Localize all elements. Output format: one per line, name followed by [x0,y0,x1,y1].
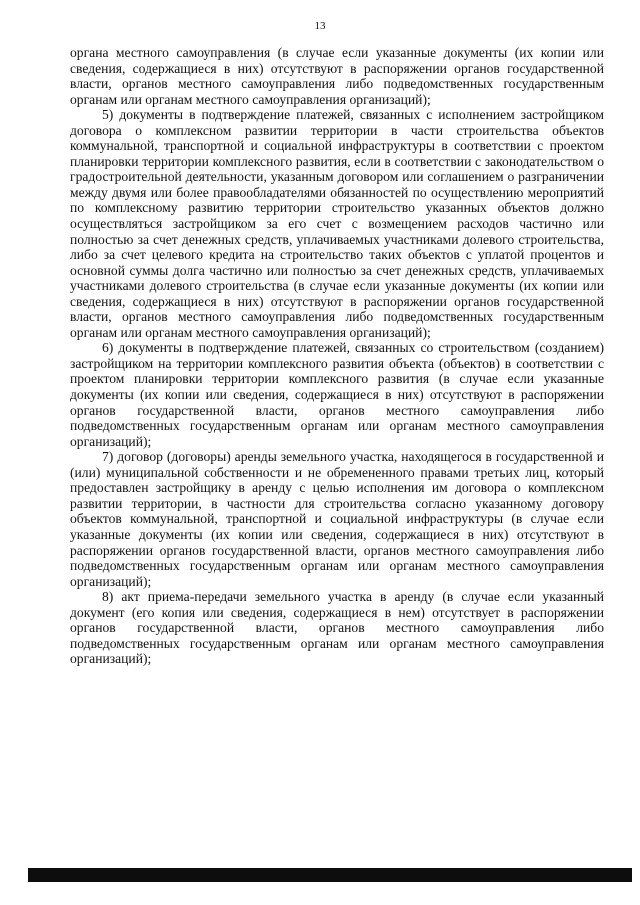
paragraph-item-8: 8) акт приема-передачи земельного участка в аренду (в случае если указанный документ (его копия или сведения, содержащиеся в нем) отсутствует в распоряжении органов государственной власти, органов местного самоуправления либо подведомственных государственным органам или органам местного самоуправления организаций); [70,589,604,667]
paragraph-item-7: 7) договор (договоры) аренды земельного участка, находящегося в государственной и (или) муниципальной собственности и не обремененного правами третьих лиц, который предоставлен застройщику в аренду с целью исполнения им договора о комплексном развитии территории, в частности для строительства согласно указанному договору объектов коммунальной, транспортной и социальной инфраструктуры (в случае если указанные документы (их копии или сведения, содержащиеся в них) отсутствуют в распоряжении органов государственной власти, органов местного самоуправления либо подведомственных государственным органам или органам местного самоуправления организаций); [70,449,604,589]
document-text [70,45,604,667]
paragraph-item-5: 5) документы в подтверждение платежей, связанных с исполнением застройщиком договора о комплексном развитии территории в части строительства объектов коммунальной, транспортной и социальной инфраструктуры в соответствии с проектом планировки территории комплексного развития, если в соответствии с законодательством о градостроительной деятельности, указанным договором или соглашением о разграничении между двумя или более правообладателями обязанностей по осуществлению мероприятий по комплексному развитию территории строительство указанных объектов должно осуществляться застройщиком за его счет с возмещением расходов частично или полностью за счет денежных средств, уплачиваемых участниками долевого строительства, либо за счет целевого кредита на строительство таких объектов с уплатой процентов и основной суммы долга частично или полностью за счет денежных средств, уплачиваемых участниками долевого строительства (в случае если указанные документы (их копии или сведения, содержащиеся в них) отсутствуют в распоряжении органов государственной власти, органов местного самоуправления либо подведомственных государственным органам или органам местного самоуправления организаций); [70,107,604,340]
paragraph-item-6: 6) документы в подтверждение платежей, связанных со строительством (созданием) застройщиком на территории комплексного развития объекта (объектов) в соответствии с проектом планировки территории комплексного развития (в случае если указанные документы (их копии или сведения, содержащиеся в них) отсутствуют в распоряжении органов государственной власти, органов местного самоуправления либо подведомственных государственным органам или органам местного самоуправления организаций); [70,340,604,449]
page-number: 13 [314,20,326,32]
paragraph-continuation: органа местного самоуправления (в случае если указанные документы (их копии или сведения, содержащиеся в них) отсутствуют в распоряжении органов государственной власти, органов местного самоуправления либо подведомственных государственным органам или органам местного самоуправления организаций); [70,45,604,107]
scan-edge-bar [28,868,632,882]
